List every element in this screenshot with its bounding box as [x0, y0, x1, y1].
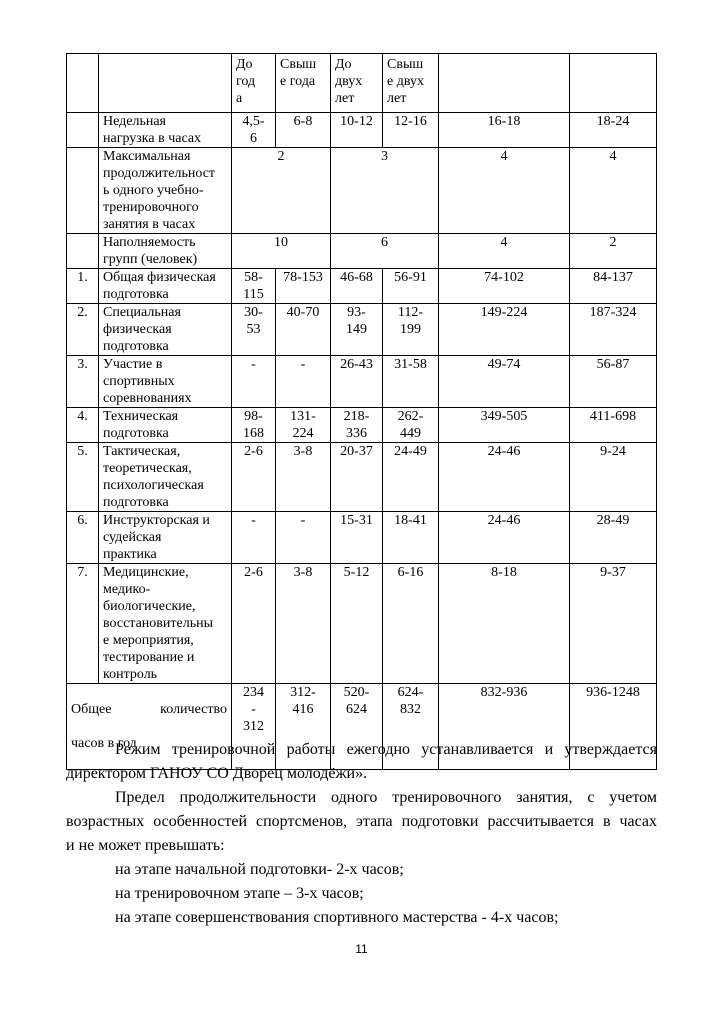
table-cell: -	[232, 512, 276, 564]
paragraph-line: директором ГАНОУ СО Дворец молодёжи».	[66, 765, 368, 782]
table-cell: 187-324	[570, 304, 657, 356]
table-cell: 520- 624	[331, 684, 383, 770]
table-cell: 10-12	[331, 113, 383, 148]
table-cell: -	[276, 356, 331, 408]
list-item: на тренировочном этапе – 3-х часов;	[115, 885, 364, 902]
header-cell: До двух лет	[331, 54, 383, 113]
paragraph-line: Предел продолжительности одного тренировочного занятия, с учетом	[115, 789, 657, 806]
table-cell: 4	[439, 148, 570, 234]
table-cell: 18-24	[570, 113, 657, 148]
table-cell: 149-224	[439, 304, 570, 356]
header-cell-empty	[570, 54, 657, 113]
table-cell: 3-8	[276, 443, 331, 512]
table-row	[67, 564, 657, 684]
table-cell: 9-37	[570, 564, 657, 684]
header-cell-empty	[99, 54, 232, 113]
paragraph-line: и не может превышать:	[66, 837, 225, 854]
header-cell: До год а	[232, 54, 276, 113]
table-cell: 78-153	[276, 269, 331, 304]
row-name: Наполняемость групп (человек)	[99, 234, 232, 269]
table-cell: 46-68	[331, 269, 383, 304]
table-cell: 31-58	[383, 356, 439, 408]
table-cell: 84-137	[570, 269, 657, 304]
table-cell: 411-698	[570, 408, 657, 443]
table-cell: 4	[570, 148, 657, 234]
table-row	[67, 113, 657, 148]
row-name: Участие в спортивных соревнованиях	[99, 356, 232, 408]
table-cell: 5-12	[331, 564, 383, 684]
row-number: 5.	[67, 443, 99, 512]
table-cell: 20-37	[331, 443, 383, 512]
page-number: 11	[355, 942, 368, 956]
table-row	[67, 148, 657, 234]
table-cell: 624- 832	[383, 684, 439, 770]
table-cell: 218- 336	[331, 408, 383, 443]
row-number: 3.	[67, 356, 99, 408]
table-header-row	[67, 54, 657, 113]
table-cell: 2-6	[232, 443, 276, 512]
table-cell: 56-91	[383, 269, 439, 304]
table-cell: 40-70	[276, 304, 331, 356]
table-cell: 234 - 312	[232, 684, 276, 770]
table-cell: 2-6	[232, 564, 276, 684]
table-cell-merged: 2	[232, 148, 331, 234]
table-cell: 18-41	[383, 512, 439, 564]
table-cell: 312- 416	[276, 684, 331, 770]
table-cell: 24-49	[383, 443, 439, 512]
training-hours-table	[66, 53, 657, 770]
table-cell: 58- 115	[232, 269, 276, 304]
table-cell: 26-43	[331, 356, 383, 408]
row-name: Недельная нагрузка в часах	[99, 113, 232, 148]
total-label-line: часов в год	[71, 736, 137, 751]
table-row	[67, 304, 657, 356]
row-name: Общая физическая подготовка	[99, 269, 232, 304]
table-cell: 12-16	[383, 113, 439, 148]
row-name: Специальная физическая подготовка	[99, 304, 232, 356]
list-item: на этапе совершенствования спортивного мастерства - 4-х часов;	[115, 909, 559, 926]
table-cell: 30- 53	[232, 304, 276, 356]
table-row	[67, 443, 657, 512]
table-cell: 24-46	[439, 512, 570, 564]
header-cell: Свыш е года	[276, 54, 331, 113]
table-row	[67, 408, 657, 443]
header-cell-empty	[439, 54, 570, 113]
table-row	[67, 234, 657, 269]
table-row	[67, 269, 657, 304]
table-cell: 49-74	[439, 356, 570, 408]
row-number: 1.	[67, 269, 99, 304]
row-number: 7.	[67, 564, 99, 684]
table-cell-merged: 3	[331, 148, 439, 234]
table-cell-merged: 6	[331, 234, 439, 269]
table-cell: 15-31	[331, 512, 383, 564]
table-cell: 16-18	[439, 113, 570, 148]
row-number	[67, 113, 99, 148]
table-cell: -	[232, 356, 276, 408]
list-item: на этапе начальной подготовки- 2-х часов;	[115, 861, 404, 878]
row-name: Техническая подготовка	[99, 408, 232, 443]
header-cell-empty	[67, 54, 99, 113]
table-cell: 112- 199	[383, 304, 439, 356]
row-number	[67, 234, 99, 269]
table-cell: 6-8	[276, 113, 331, 148]
table-cell: 4	[439, 234, 570, 269]
table-cell: 98- 168	[232, 408, 276, 443]
table-cell: 28-49	[570, 512, 657, 564]
table-cell: 832-936	[439, 684, 570, 770]
table-cell: 262- 449	[383, 408, 439, 443]
header-cell: Свыш е двух лет	[383, 54, 439, 113]
table-cell: 131- 224	[276, 408, 331, 443]
row-number	[67, 148, 99, 234]
body-text	[66, 738, 657, 930]
row-name: Максимальная продолжительност ь одного учебно- тренировочного занятия в часах	[99, 148, 232, 234]
table-cell: 8-18	[439, 564, 570, 684]
row-name: Тактическая, теоретическая, психологическая подготовка	[99, 443, 232, 512]
paragraph-line: Режим тренировочной работы ежегодно устанавливается и утверждается	[115, 741, 657, 758]
row-name: Медицинские, медико- биологические, восстановительны е мероприятия, тестирование и контроль	[99, 564, 232, 684]
table-cell: 936-1248	[570, 684, 657, 770]
table-cell: -	[276, 512, 331, 564]
table-cell: 4,5- 6	[232, 113, 276, 148]
row-number: 6.	[67, 512, 99, 564]
table-cell: 56-87	[570, 356, 657, 408]
table-cell: 9-24	[570, 443, 657, 512]
table-cell: 24-46	[439, 443, 570, 512]
row-number: 4.	[67, 408, 99, 443]
table-cell: 3-8	[276, 564, 331, 684]
total-label-line: Общее количество	[71, 702, 227, 717]
table-cell: 6-16	[383, 564, 439, 684]
paragraph-line: возрастных особенностей спортсменов, этапа подготовки рассчитывается в часах	[66, 813, 657, 830]
row-number: 2.	[67, 304, 99, 356]
table-row	[67, 512, 657, 564]
table-cell: 2	[570, 234, 657, 269]
row-name: Инструкторская и судейская практика	[99, 512, 232, 564]
table-cell: 93- 149	[331, 304, 383, 356]
table-cell-merged: 10	[232, 234, 331, 269]
table-cell: 74-102	[439, 269, 570, 304]
table-cell: 349-505	[439, 408, 570, 443]
table-row	[67, 356, 657, 408]
